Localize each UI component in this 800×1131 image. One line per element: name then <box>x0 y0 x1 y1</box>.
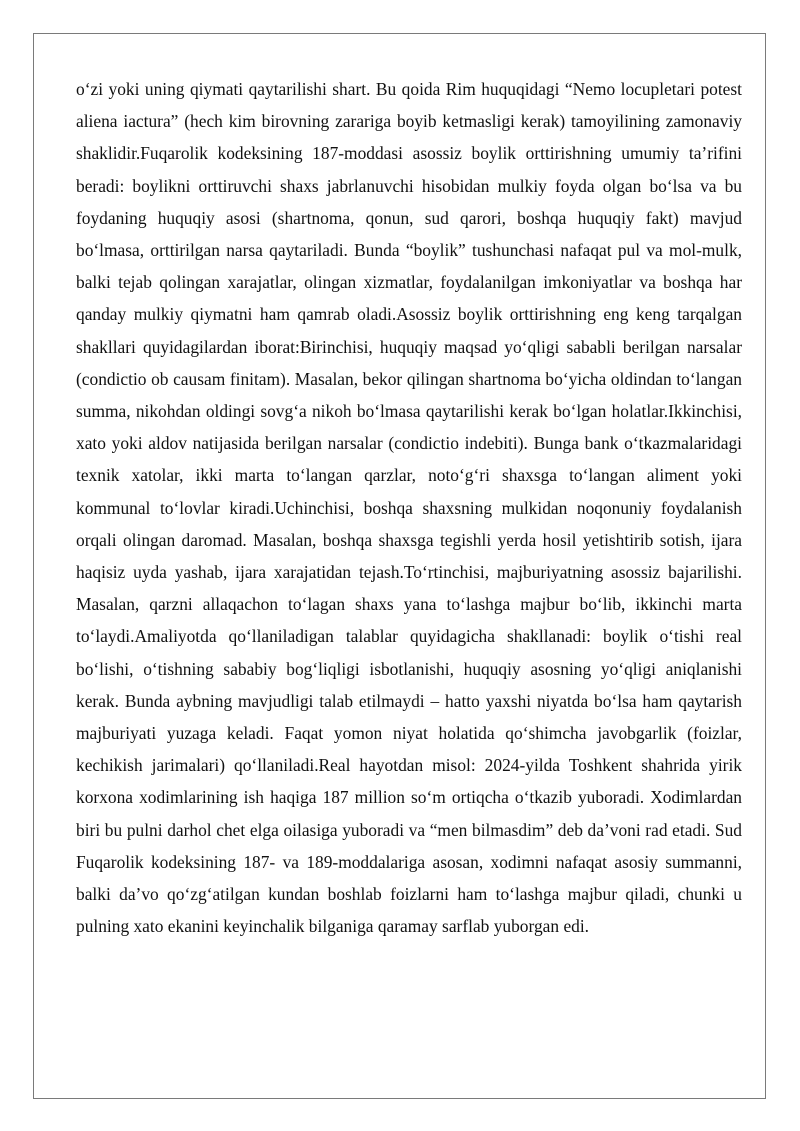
body-paragraph: o‘zi yoki uning qiymati qaytarilishi shart. Bu qoida Rim huquqidagi “Nemo locupletari potest aliena iactura” (hech kim birovning zarariga boyib ketmasligi kerak) tamoyilining zamonaviy shaklidir.Fuqarolik kodeksining 187-moddasi asossiz boylik orttirishning umumiy ta’rifini beradi: boylikni orttiruvchi shaxs jabrlanuvchi hisobidan mulkiy foyda olgan bo‘lsa va bu foydaning huquqiy asosi (shartnoma, qonun, sud qarori, boshqa huquqiy fakt) mavjud bo‘lmasa, orttirilgan narsa qaytariladi. Bunda “boylik” tushunchasi nafaqat pul va mol-mulk, balki tejab qolingan xarajatlar, olingan xizmatlar, foydalanilgan imkoniyatlar va boshqa har qanday mulkiy qiymatni ham qamrab oladi.Asossiz boylik orttirishning eng keng tarqalgan shakllari quyidagilardan iborat:Birinchisi, huquqiy maqsad yo‘qligi sababli berilgan narsalar (condictio ob causam finitam). Masalan, bekor qilingan shartnoma bo‘yicha oldindan to‘langan summa, nikohdan oldingi sovg‘a nikoh bo‘lmasa qaytarilishi kerak bo‘lgan holatlar.Ikkinchisi, xato yoki aldov natijasida berilgan narsalar (condictio indebiti). Bunga bank o‘tkazmalaridagi texnik xatolar, ikki marta to‘langan qarzlar, noto‘g‘ri shaxsga to‘langan aliment yoki kommunal to‘lovlar kiradi.Uchinchisi, boshqa shaxsning mulkidan noqonuniy foydalanish orqali olingan daromad. Masalan, boshqa shaxsga tegishli yerda hosil yetishtirib sotish, ijara haqisiz uyda yashab, ijara xarajatidan tejash.To‘rtinchisi, majburiyatning asossiz bajarilishi. Masalan, qarzni allaqachon to‘lagan shaxs yana to‘lashga majbur bo‘lib, ikkinchi marta to‘laydi.Amaliyotda qo‘llaniladigan talablar quyidagicha shakllanadi: boylik o‘tishi real bo‘lishi, o‘tishning sababiy bog‘liqligi isbotlanishi, huquqiy asosning yo‘qligi aniqlanishi kerak. Bunda aybning mavjudligi talab etilmaydi – hatto yaxshi niyatda bo‘lsa ham qaytarish majburiyati yuzaga keladi. Faqat yomon niyat holatida qo‘shimcha javobgarlik (foizlar, kechikish jarimalari) qo‘llaniladi.Real hayotdan misol: 2024-yilda Toshkent shahrida yirik korxona xodimlarining ish haqiga 187 million so‘m ortiqcha o‘tkazib yuboradi. Xodimlardan biri bu pulni darhol chet elga oilasiga yuboradi va “men bilmasdim” deb da’voni rad etadi. Sud Fuqarolik kodeksining 187- va 189-moddalariga asosan, xodimni nafaqat asosiy summanni, balki da’vo qo‘zg‘atilgan kundan boshlab foizlarni ham to‘lashga majbur qiladi, chunki u pulning xato ekanini keyinchalik bilganiga qaramay sarflab yuborgan edi. <box>76 79 742 937</box>
